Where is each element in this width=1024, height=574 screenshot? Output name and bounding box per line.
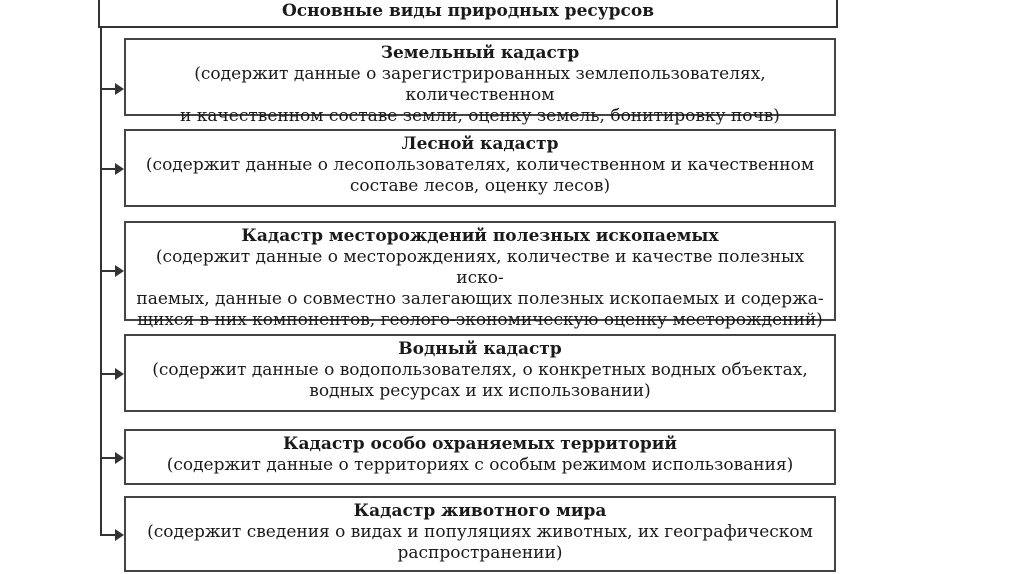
cadastre-box-land <box>124 38 836 126</box>
cadastre-desc-line: и качественном составе земли, оценку земель, бонитировку почв) <box>180 106 780 126</box>
cadastre-desc-line: (содержит данные о лесопользователях, количественном и качественном <box>145 155 815 175</box>
arrow-protected <box>100 457 122 459</box>
cadastre-box-forest <box>124 129 836 207</box>
cadastre-title: Кадастр месторождений полезных ископаемых <box>241 226 719 246</box>
arrow-water <box>100 373 122 375</box>
cadastre-title: Кадастр особо охраняемых территорий <box>283 434 677 454</box>
cadastre-desc-line: (содержит данные о водопользователях, о конкретных водных объектах, <box>152 360 808 380</box>
arrow-fauna <box>100 534 122 536</box>
cadastre-box-water <box>124 334 836 412</box>
cadastre-title: Кадастр животного мира <box>353 501 607 521</box>
cadastre-desc-line: паемых, данные о совместно залегающих полезных ископаемых и содержа- <box>136 289 824 309</box>
cadastre-desc-line: (содержит данные о зарегистрированных землепользователях, количественном <box>194 64 766 105</box>
cadastre-box-fauna <box>124 496 836 572</box>
cadastre-title: Земельный кадастр <box>380 43 580 63</box>
arrow-land <box>100 88 122 90</box>
header-title-box <box>98 0 838 28</box>
arrow-minerals <box>100 270 122 272</box>
cadastre-title: Водный кадастр <box>398 339 562 359</box>
cadastre-desc-line: распространении) <box>397 543 563 563</box>
cadastre-desc-line: составе лесов, оценку лесов) <box>349 176 611 196</box>
header-title: Основные виды природных ресурсов <box>281 1 655 21</box>
cadastre-title: Лесной кадастр <box>401 134 559 154</box>
cadastre-box-protected <box>124 429 836 485</box>
cadastre-desc-line: (содержит сведения о видах и популяциях животных, их географическом <box>147 522 813 542</box>
arrow-forest <box>100 168 122 170</box>
cadastre-desc-line: щихся в них компонентов, геолого-экономическую оценку месторождений) <box>137 310 823 330</box>
cadastre-desc-line: (содержит данные о территориях с особым режимом использования) <box>166 455 794 475</box>
cadastre-desc-line: водных ресурсах и их использовании) <box>309 381 651 401</box>
cadastre-desc-line: (содержит данные о месторождениях, количестве и качестве полезных иско- <box>155 247 805 288</box>
cadastre-box-minerals <box>124 221 836 330</box>
